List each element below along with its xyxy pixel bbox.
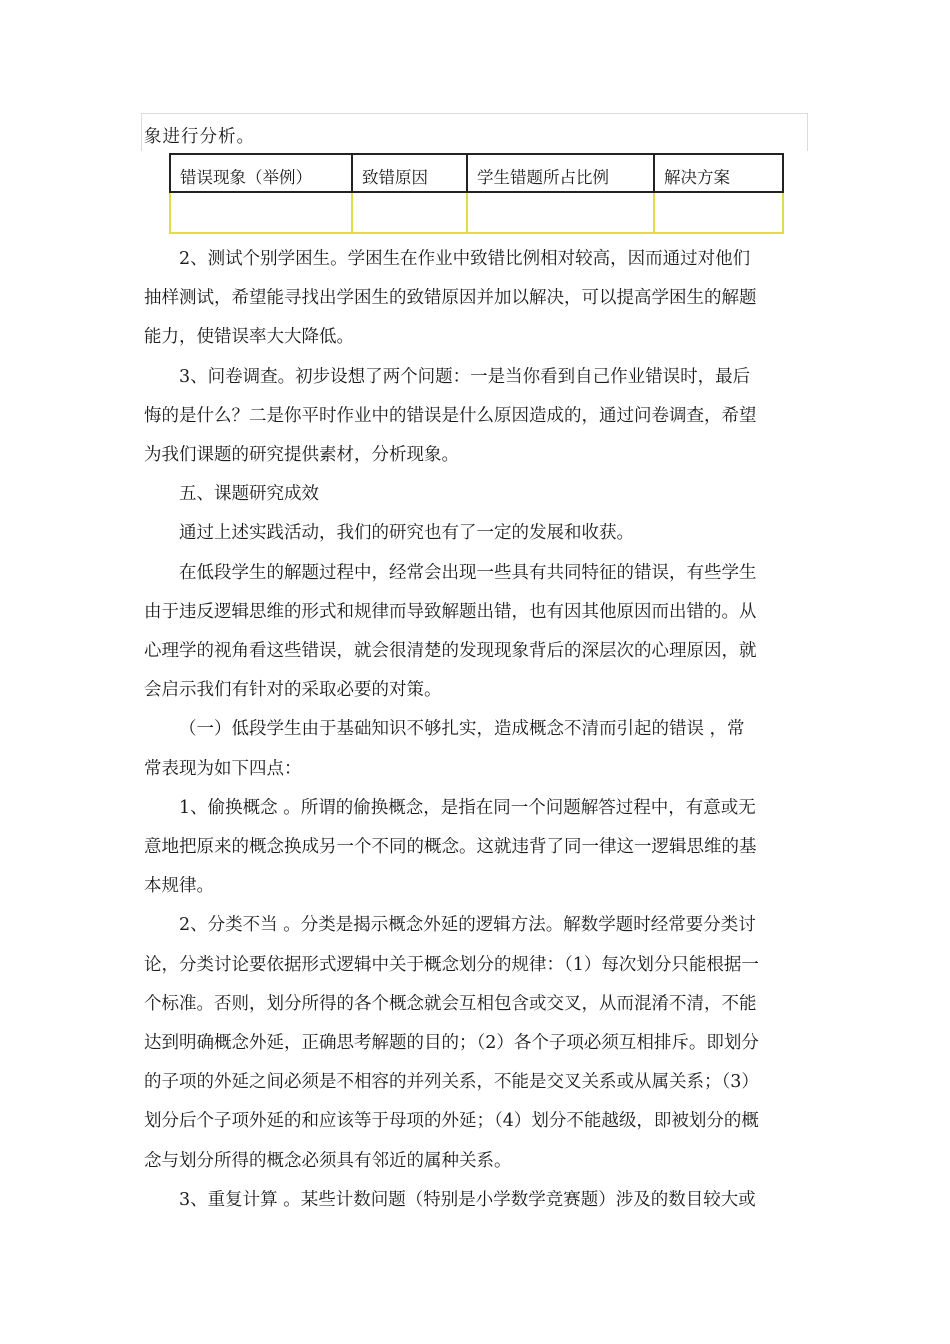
text-line: 由于违反逻辑思维的形式和规律而导致解题出错，也有因其他原因而出错的。从 [144,601,757,622]
text-line: 为我们课题的研究提供素材，分析现象。 [144,445,459,466]
continued-line: 象进行分析。 [144,127,255,147]
header-error-phenomenon: 错误现象（举例） [170,154,352,192]
text-line: 念与划分所得的概念必须具有邻近的属种关系。 [144,1150,512,1171]
text-line: （一）低段学生由于基础知识不够扎实，造成概念不清而引起的错误 ，常 [179,719,745,740]
body-text [144,240,810,1220]
text-line: 3、问卷调查。初步设想了两个问题：一是当你看到自己作业错误时，最后 [179,366,751,387]
text-line: 的子项的外延之间必须是不相容的并列关系，不能是交叉关系或从属关系；（3） [144,1072,759,1093]
text-line: 划分后个子项外延的和应该等于母项的外延；（4）划分不能越级，即被划分的概 [144,1111,759,1132]
text-line: 本规律。 [144,876,214,897]
text-line: 在低段学生的解题过程中，经常会出现一些具有共同特征的错误，有些学生 [179,562,757,583]
table-cell [170,192,352,233]
text-line: 意地把原来的概念换成另一个不同的概念。这就违背了同一律这一逻辑思维的基 [144,837,757,858]
header-error-cause: 致错原因 [352,154,467,192]
table-cell [352,192,467,233]
text-line: 论，分类讨论要依据形式逻辑中关于概念划分的规律：（1）每次划分只能根据一 [144,954,759,975]
table-cell [654,192,783,233]
text-line: 1、偷换概念 。所谓的偷换概念，是指在同一个问题解答过程中，有意或无 [179,797,756,818]
header-error-ratio: 学生错题所占比例 [467,154,654,192]
text-line: 常表现为如下四点： [144,758,302,779]
header-solution: 解决方案 [654,154,783,192]
text-line: 达到明确概念外延，正确思考解题的目的；（2）各个子项必须互相排斥。即划分 [144,1033,759,1054]
text-line: 心理学的视角看这些错误，就会很清楚的发现现象背后的深层次的心理原因，就 [144,641,757,662]
text-line: 抽样测试，希望能寻找出学困生的致错原因并加以解决，可以提高学困生的解题 [144,288,757,309]
table-header-row [170,154,783,192]
text-line: 2、测试个别学困生。学困生在作业中致错比例相对较高，因而通过对他们 [179,249,751,269]
text-line: 2、分类不当 。分类是揭示概念外延的逻辑方法。解数学题时经常要分类讨 [179,915,756,936]
text-line: 会启示我们有针对的采取必要的对策。 [144,680,442,701]
table-cell [467,192,654,233]
text-line: 个标准。否则，划分所得的各个概念就会互相包含或交叉，从而混淆不清，不能 [144,993,757,1014]
text-line: 悔的是什么？二是你平时作业中的错误是什么原因造成的，通过问卷调查，希望 [144,405,757,426]
text-line: 3、重复计算 。某些计数问题（特别是小学数学竞赛题）涉及的数目较大或 [179,1189,756,1210]
text-line: 能力，使错误率大大降低。 [144,327,354,348]
text-line: 五、课题研究成效 [179,484,319,505]
table-row [170,192,783,233]
text-line: 通过上述实践活动，我们的研究也有了一定的发展和收获。 [179,523,634,544]
error-analysis-table [169,153,784,234]
